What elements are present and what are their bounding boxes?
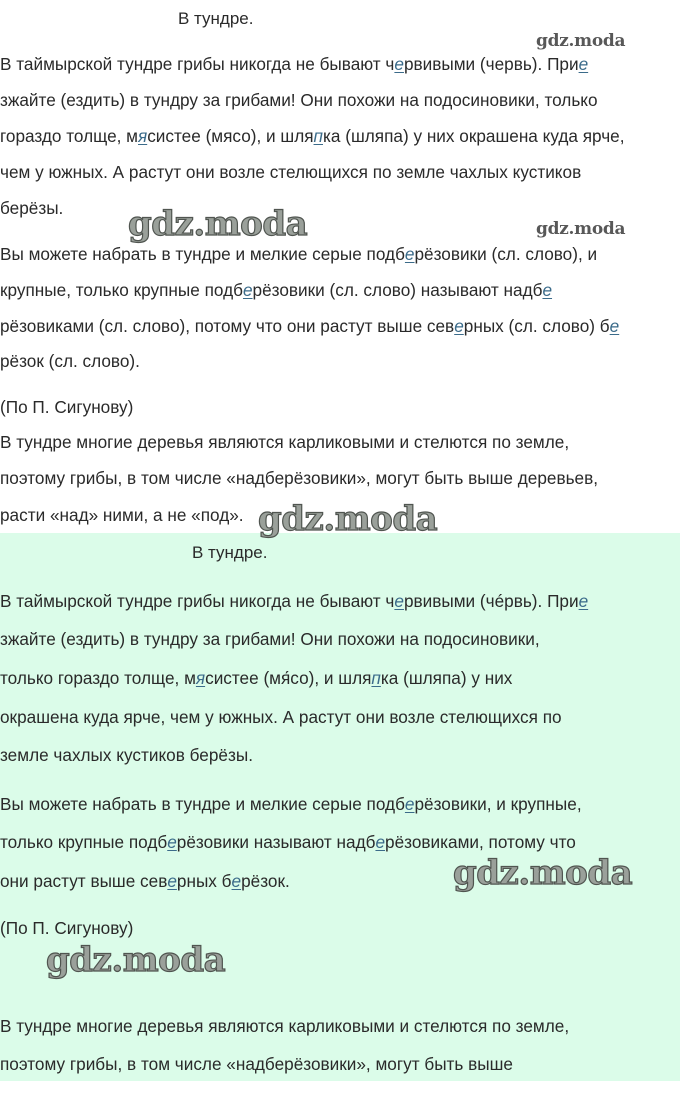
watermark-logo: gdz.moda: [536, 219, 626, 239]
inserted-letter: е: [578, 54, 589, 74]
inserted-letter: п: [371, 668, 381, 688]
inserted-letter: е: [167, 832, 177, 852]
answer-line: В таймырской тундре грибы никогда не бывают червивыми (чéрвь). Прие: [0, 591, 589, 611]
task-line: рёзовиками (сл. слово), потому что они растут выше северных (сл. слово) бе: [0, 316, 620, 336]
answer-line: Вы можете набрать в тундре и мелкие серые подберёзовики, и крупные,: [0, 794, 582, 814]
explanation-line: расти «над» ними, а не «под».: [0, 505, 244, 525]
answer-line: земле чахлых кустиков берёзы.: [0, 745, 253, 765]
watermark-logo: gdz.moda: [453, 853, 633, 893]
answer-title: В тундре.: [192, 543, 268, 562]
answer-line: они растут выше северных берёзок.: [0, 871, 290, 891]
answer-line: окрашена куда ярче, чем у южных. А растут они возле стелющихся по: [0, 707, 562, 727]
task-line: зжайте (ездить) в тундру за грибами! Они похожи на подосиновики, только: [0, 90, 598, 110]
task-line: Вы можете набрать в тундре и мелкие серые подберёзовики (сл. слово), и: [0, 244, 598, 264]
watermark-logo: gdz.moda: [46, 940, 226, 980]
answer-line: только гораздо толще, мясистее (мя́со), и шляпка (шляпа) у них: [0, 668, 513, 688]
inserted-letter: е: [242, 280, 253, 300]
inserted-letter: я: [195, 668, 206, 688]
inserted-letter: е: [394, 54, 404, 74]
watermark-logo: gdz.moda: [258, 499, 438, 539]
inserted-letter: е: [454, 316, 464, 336]
task-line: берёзы.: [0, 198, 64, 218]
inserted-letter: я: [138, 126, 148, 146]
watermark-logo: gdz.moda: [128, 204, 308, 244]
answer-line: зжайте (ездить) в тундру за грибами! Они похожи на подосиновики,: [0, 629, 540, 649]
inserted-letter: е: [404, 794, 415, 814]
inserted-letter: е: [231, 871, 242, 891]
watermark-logo: gdz.moda: [536, 31, 626, 51]
task-line: гораздо толще, мясистее (мясо), и шляпка (шляпа) у них окрашена куда ярче,: [0, 126, 625, 146]
task-line: В таймырской тундре грибы никогда не бывают червивыми (червь). Прие: [0, 54, 589, 74]
inserted-letter: е: [609, 316, 620, 336]
inserted-letter: е: [375, 832, 386, 852]
task-source: (По П. Сигунову): [0, 397, 134, 417]
inserted-letter: е: [578, 591, 589, 611]
inserted-letter: е: [542, 280, 553, 300]
task-title: В тундре.: [178, 9, 254, 28]
answer-explanation-line: В тундре многие деревья являются карликовыми и стелются по земле,: [0, 1016, 570, 1036]
task-line: рёзок (сл. слово).: [0, 351, 140, 371]
answer-explanation-line: поэтому грибы, в том числе «надберёзовики», могут быть выше: [0, 1054, 513, 1074]
task-line: чем у южных. А растут они возле стелющихся по земле чахлых кустиков: [0, 162, 582, 182]
inserted-letter: е: [167, 871, 177, 891]
inserted-letter: е: [404, 244, 415, 264]
answer-source: (По П. Сигунову): [0, 918, 134, 938]
inserted-letter: п: [313, 126, 323, 146]
explanation-line: В тундре многие деревья являются карликовыми и стелются по земле,: [0, 432, 570, 452]
task-line: крупные, только крупные подберёзовики (сл. слово) называют надбе: [0, 280, 553, 300]
inserted-letter: е: [394, 591, 404, 611]
answer-line: только крупные подберёзовики называют надберёзовиками, потому что: [0, 832, 576, 852]
explanation-line: поэтому грибы, в том числе «надберёзовики», могут быть выше деревьев,: [0, 468, 599, 488]
